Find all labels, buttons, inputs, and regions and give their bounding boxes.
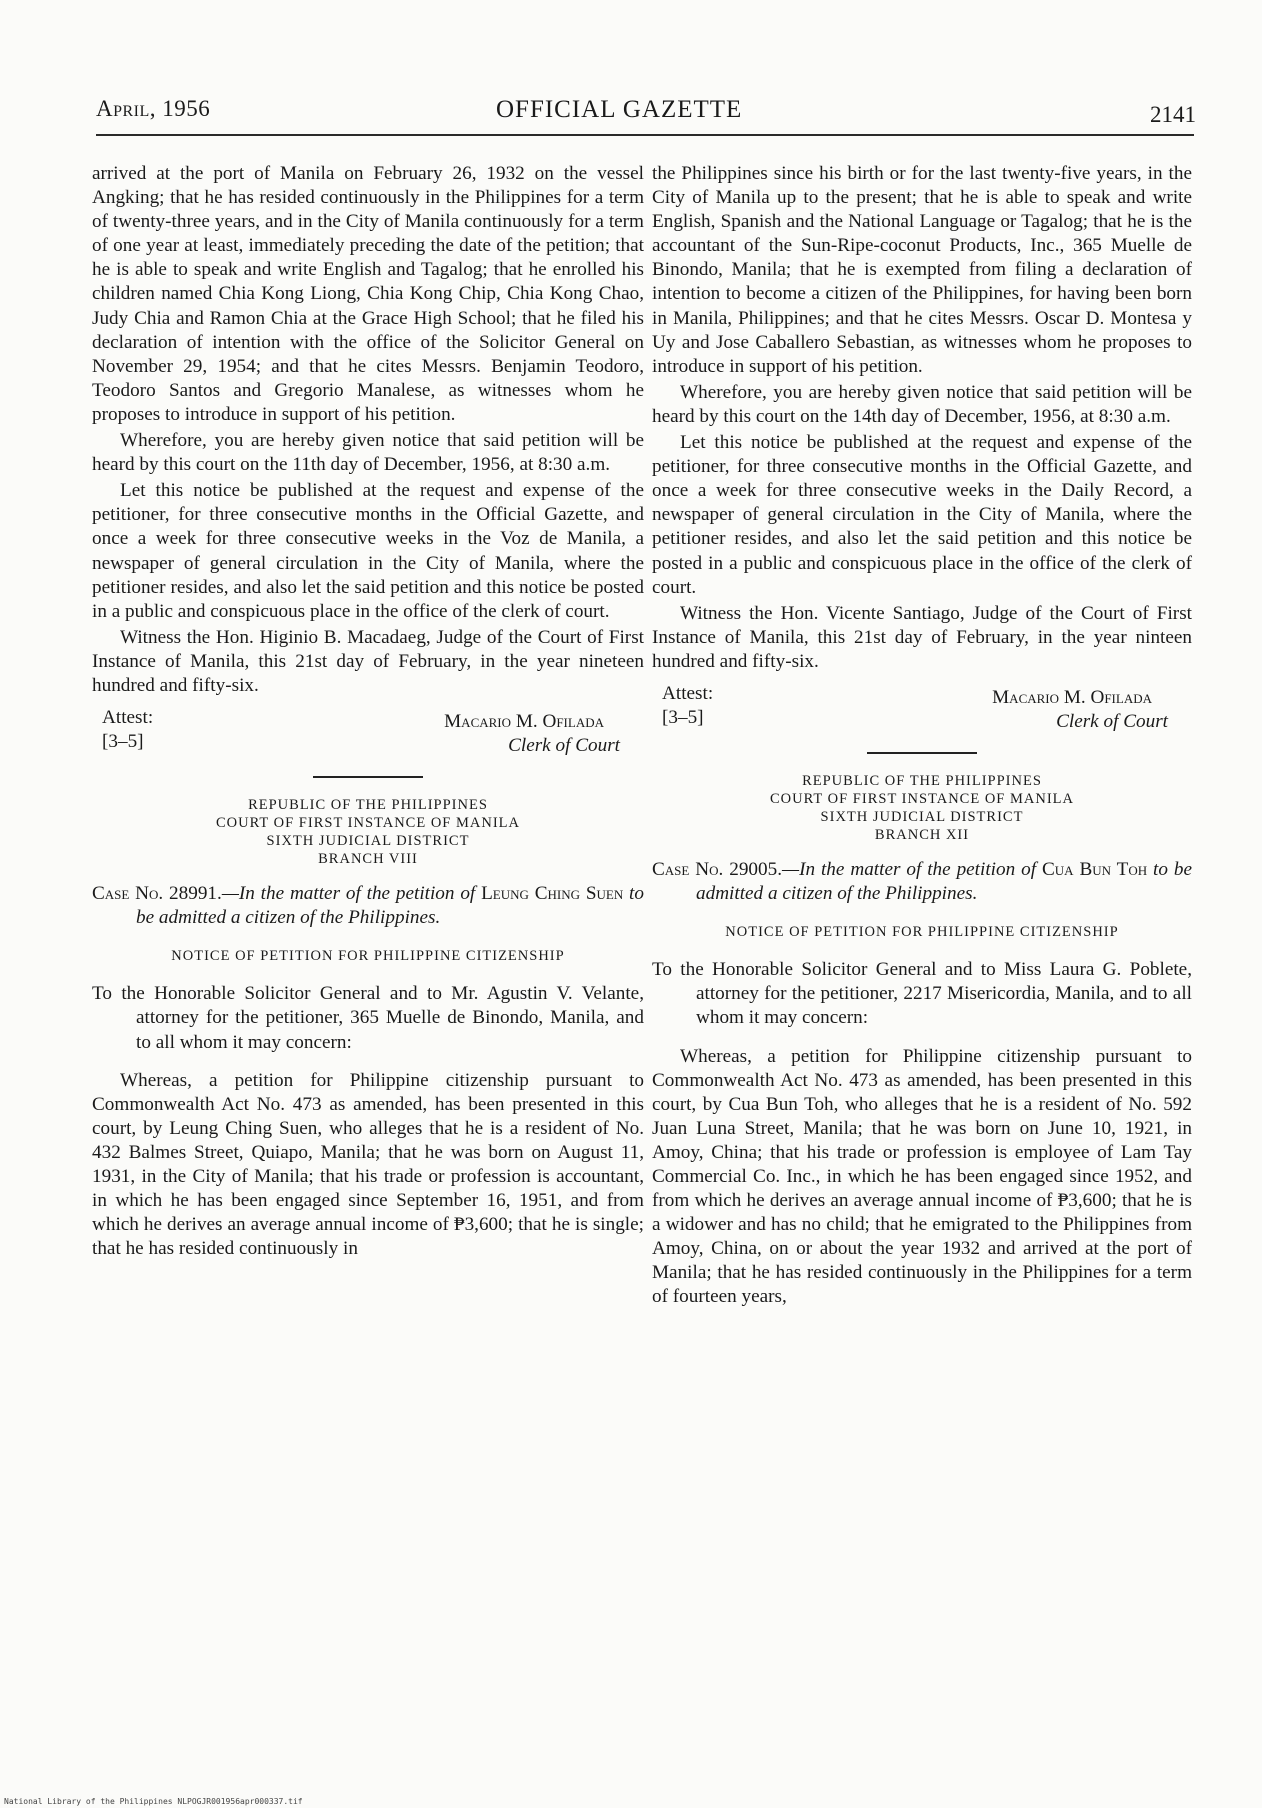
signer-name: Macario M. Ofilada [444, 711, 604, 733]
left-paragraph-2: Wherefore, you are hereby given notice that said petition will be heard by this court on the 11th day of December, 1956, at 8:30 a.m. [92, 430, 644, 476]
attest-label: Attest: [102, 707, 154, 729]
reference-mark: [3–5] [662, 706, 704, 728]
case-number: Case No. 29005. [652, 858, 783, 880]
case-text: —In the matter of the petition of [221, 883, 482, 905]
court-line: BRANCH XII [874, 826, 970, 843]
case-number: Case No. 28991. [92, 883, 222, 905]
publication-title: OFFICIAL GAZETTE [496, 96, 743, 123]
case-title [92, 882, 644, 930]
attest-label: Attest: [662, 682, 714, 704]
case-text: to be admitted a citizen of the Philippines. [136, 883, 644, 929]
left-paragraph-3: Let this notice be published at the request and expense of the petitioner, for three consecutive months in the Official Gazette, and once a week for three consecutive weeks in the Voz de Manila, a newspaper of general circulation in the City of Manila, where the petitioner resides, and also let the said petition and this notice be posted in a public and conspicuous place in the office of the clerk of court. [92, 480, 644, 622]
petitioner-name: Cua Bun Toh [1041, 858, 1148, 880]
section-divider [313, 776, 423, 778]
case-title [652, 858, 1192, 906]
reference-mark: [3–5] [102, 731, 144, 753]
right-paragraph-3: Let this notice be published at the request and expense of the petitioner, for three consecutive months in the Official Gazette, and once a week for three consecutive weeks in the Daily Record, a newspaper of general circulation in the City of Manila, where the petitioner resides, and also let the said petition and this notice be posted in a public and conspicuous place in the office of the clerk of court. [652, 432, 1192, 598]
page-number: 2141 [1150, 102, 1196, 127]
section-divider [867, 752, 977, 754]
court-line: REPUBLIC OF THE PHILIPPINES [802, 772, 1042, 789]
notice-heading: NOTICE OF PETITION FOR PHILIPPINE CITIZENSHIP [171, 948, 565, 965]
case-text: —In the matter of the petition of [782, 858, 1042, 880]
left-column [92, 162, 644, 1261]
right-paragraph-4: Witness the Hon. Vicente Santiago, Judge of the Court of First Instance of Manila, this 21st day of February, in the year ninteen hundred and fifty-six. [652, 602, 1192, 672]
court-line: SIXTH JUDICIAL DISTRICT [820, 808, 1024, 825]
address-paragraph: To the Honorable Solicitor General and to Miss Laura G. Poblete, attorney for the petitioner, 2217 Misericordia, Manila, and to all whom it may concern: [652, 959, 1192, 1029]
court-heading [92, 796, 644, 868]
court-line: COURT OF FIRST INSTANCE OF MANILA [216, 815, 520, 832]
right-paragraph-2: Wherefore, you are hereby given notice that said petition will be heard by this court on the 14th day of December, 1956, at 8:30 a.m. [652, 381, 1192, 427]
signer-title: Clerk of Court [1056, 710, 1168, 732]
left-attest-block [92, 706, 644, 758]
court-line: REPUBLIC OF THE PHILIPPINES [248, 797, 488, 814]
signer-name: Macario M. Ofilada [992, 686, 1152, 708]
left-paragraph-4: Witness the Hon. Higinio B. Macadaeg, Judge of the Court of First Instance of Manila, this 21st day of February, in the year nineteen hundred and fifty-six. [92, 626, 644, 696]
petitioner-name: Leung Ching Suen [481, 883, 624, 905]
case-text: to be admitted a citizen of the Philippines. [696, 858, 1192, 905]
left-paragraph-5: Whereas, a petition for Philippine citizenship pursuant to Commonwealth Act No. 473 as amended, has been presented in this court, by Leung Ching Suen, who alleges that he is a resident of No. 432 Balmes Street, Quiapo, Manila; that he was born on August 11, 1931, in the City of Manila; that his trade or profession is accountant, in which he has been engaged since September 16, 1951, and from which he derives an average annual income of ₱3,600; that he is single; that he has resided continuously in [92, 1069, 644, 1260]
court-line: SIXTH JUDICIAL DISTRICT [266, 833, 470, 850]
scan-footer: National Library of the Philippines NLPOGJR001956apr000337.tif [4, 1797, 303, 1806]
page-header [96, 92, 1196, 132]
address-paragraph: To the Honorable Solicitor General and to Mr. Agustin V. Velante, attorney for the petitioner, 365 Muelle de Binondo, Manila, and to all whom it may concern: [92, 983, 644, 1053]
right-column [652, 162, 1192, 1310]
right-paragraph-5: Whereas, a petition for Philippine citizenship pursuant to Commonwealth Act No. 473 as amended, has been presented in this court, by Cua Bun Toh, who alleges that he is a resident of No. 592 Juan Luna Street, Manila; that he was born on June 10, 1921, in Amoy, China; that his trade or profession is employee of Lam Tay Commercial Co. Inc., in which he has been engaged since 1952, and from which he derives an average annual income of ₱3,600; that he is a widower and has no child; that he emigrated to the Philippines from Amoy, China, on or about the year 1932 and arrived at the port of Manila; that he has resided continuously in the Philippines for a term of fourteen years, [652, 1045, 1192, 1308]
notice-heading: NOTICE OF PETITION FOR PHILIPPINE CITIZENSHIP [725, 924, 1119, 941]
header-rule [96, 134, 1194, 136]
court-heading [652, 772, 1192, 844]
issue-date: April, 1956 [96, 96, 211, 121]
right-paragraph-1: the Philippines since his birth or for the last twenty-five years, in the City of Manila up to the present; that he is able to speak and write English, Spanish and the National Language or Tagalog; that he is the accountant of the Sun-Ripe-coconut Products, Inc., 365 Muelle de Binondo, Manila; that he is exempted from filing a declaration of intention to become a citizen of the Philippines, for having been born in Manila, Philippines; and that he cites Messrs. Oscar D. Montesa y Uy and Jose Caballero Sebastian, as witnesses whom he proposes to introduce in support of his petition. [652, 163, 1192, 377]
right-attest-block [652, 682, 1192, 734]
court-line: BRANCH VIII [318, 851, 418, 868]
signer-title: Clerk of Court [508, 735, 620, 757]
left-paragraph-1: arrived at the port of Manila on February 26, 1932 on the vessel Angking; that he has resided continuously in the Philippines for a term of twenty-three years, and in the City of Manila continuously for a term of one year at least, immediately preceding the date of the petition; that he is able to speak and write English and Tagalog; that he enrolled his children named Chia Kong Liong, Chia Kong Chip, Chia Kong Chao, Judy Chia and Ramon Chia at the Grace High School; that he filed his declaration of intention with the office of the Solicitor General on November 29, 1954; and that he cites Messrs. Benjamin Teodoro, Teodoro Santos and Gregorio Manalese, as witnesses whom he proposes to introduce in support of his petition. [92, 163, 644, 425]
court-line: COURT OF FIRST INSTANCE OF MANILA [770, 790, 1074, 807]
